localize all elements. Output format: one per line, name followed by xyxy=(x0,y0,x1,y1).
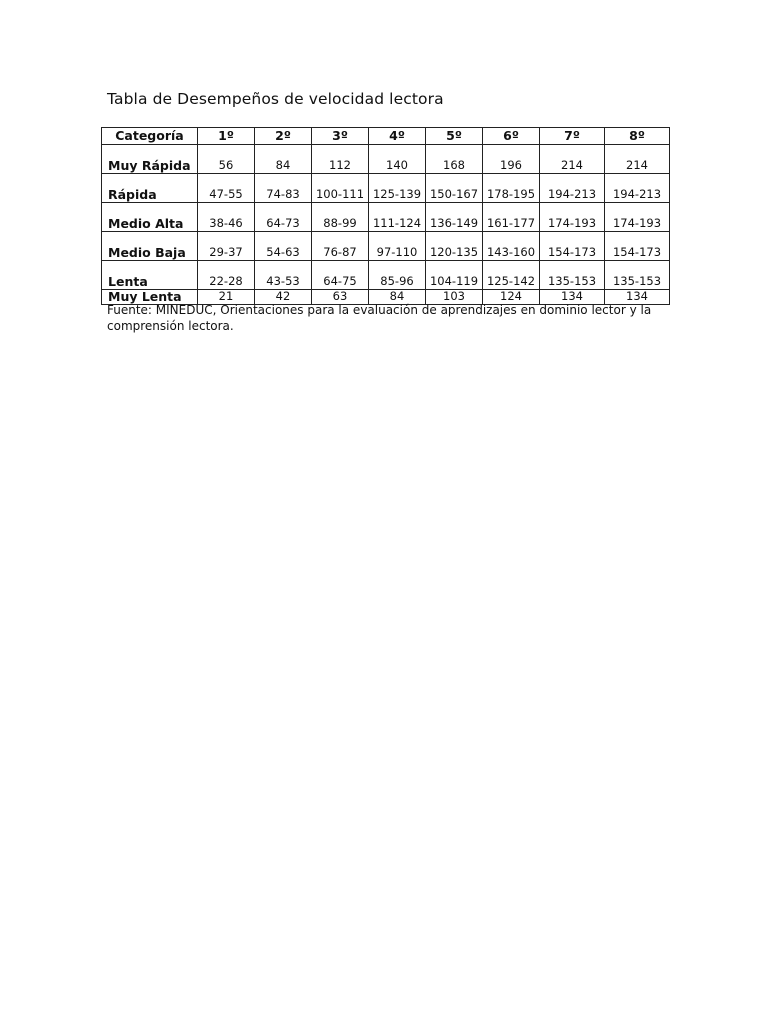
value-cell: 135-153 xyxy=(540,261,605,290)
value-cell: 84 xyxy=(255,145,312,174)
value-cell: 136-149 xyxy=(426,203,483,232)
category-cell: Medio Alta xyxy=(102,203,198,232)
value-cell: 214 xyxy=(605,145,670,174)
value-cell: 100-111 xyxy=(312,174,369,203)
category-cell: Rápida xyxy=(102,174,198,203)
value-cell: 174-193 xyxy=(605,203,670,232)
value-cell: 178-195 xyxy=(483,174,540,203)
table-header-row xyxy=(102,128,670,145)
column-header: 2º xyxy=(255,128,312,145)
category-cell: Lenta xyxy=(102,261,198,290)
value-cell: 196 xyxy=(483,145,540,174)
column-header: 1º xyxy=(198,128,255,145)
value-cell: 125-142 xyxy=(483,261,540,290)
value-cell: 174-193 xyxy=(540,203,605,232)
value-cell: 29-37 xyxy=(198,232,255,261)
value-cell: 74-83 xyxy=(255,174,312,203)
value-cell: 64-75 xyxy=(312,261,369,290)
category-cell: Medio Baja xyxy=(102,232,198,261)
value-cell: 63 xyxy=(312,290,369,305)
value-cell: 140 xyxy=(369,145,426,174)
value-cell: 134 xyxy=(540,290,605,305)
value-cell: 168 xyxy=(426,145,483,174)
source-note: Fuente: MINEDUC, Orientaciones para la evaluación de aprendizajes en dominio lector y la comprensión lectora. xyxy=(107,303,652,333)
value-cell: 97-110 xyxy=(369,232,426,261)
value-cell: 88-99 xyxy=(312,203,369,232)
column-header: 4º xyxy=(369,128,426,145)
value-cell: 124 xyxy=(483,290,540,305)
value-cell: 194-213 xyxy=(540,174,605,203)
table-row xyxy=(102,203,670,232)
value-cell: 154-173 xyxy=(540,232,605,261)
value-cell: 150-167 xyxy=(426,174,483,203)
value-cell: 42 xyxy=(255,290,312,305)
value-cell: 64-73 xyxy=(255,203,312,232)
value-cell: 85-96 xyxy=(369,261,426,290)
value-cell: 21 xyxy=(198,290,255,305)
value-cell: 84 xyxy=(369,290,426,305)
table-row xyxy=(102,232,670,261)
document-title: Tabla de Desempeños de velocidad lectora xyxy=(107,90,444,108)
value-cell: 54-63 xyxy=(255,232,312,261)
value-cell: 120-135 xyxy=(426,232,483,261)
category-cell: Muy Lenta xyxy=(102,290,198,305)
value-cell: 56 xyxy=(198,145,255,174)
column-header: 7º xyxy=(540,128,605,145)
value-cell: 154-173 xyxy=(605,232,670,261)
value-cell: 143-160 xyxy=(483,232,540,261)
value-cell: 104-119 xyxy=(426,261,483,290)
value-cell: 112 xyxy=(312,145,369,174)
column-header: 6º xyxy=(483,128,540,145)
value-cell: 111-124 xyxy=(369,203,426,232)
value-cell: 43-53 xyxy=(255,261,312,290)
value-cell: 76-87 xyxy=(312,232,369,261)
value-cell: 47-55 xyxy=(198,174,255,203)
column-header: 8º xyxy=(605,128,670,145)
value-cell: 103 xyxy=(426,290,483,305)
value-cell: 38-46 xyxy=(198,203,255,232)
value-cell: 125-139 xyxy=(369,174,426,203)
value-cell: 22-28 xyxy=(198,261,255,290)
table-row xyxy=(102,174,670,203)
value-cell: 134 xyxy=(605,290,670,305)
column-header: Categoría xyxy=(102,128,198,145)
column-header: 3º xyxy=(312,128,369,145)
value-cell: 161-177 xyxy=(483,203,540,232)
value-cell: 194-213 xyxy=(605,174,670,203)
value-cell: 214 xyxy=(540,145,605,174)
value-cell: 135-153 xyxy=(605,261,670,290)
table-body xyxy=(102,145,670,305)
reading-speed-table xyxy=(101,127,670,305)
column-header: 5º xyxy=(426,128,483,145)
table-row xyxy=(102,145,670,174)
category-cell: Muy Rápida xyxy=(102,145,198,174)
table-row xyxy=(102,261,670,290)
